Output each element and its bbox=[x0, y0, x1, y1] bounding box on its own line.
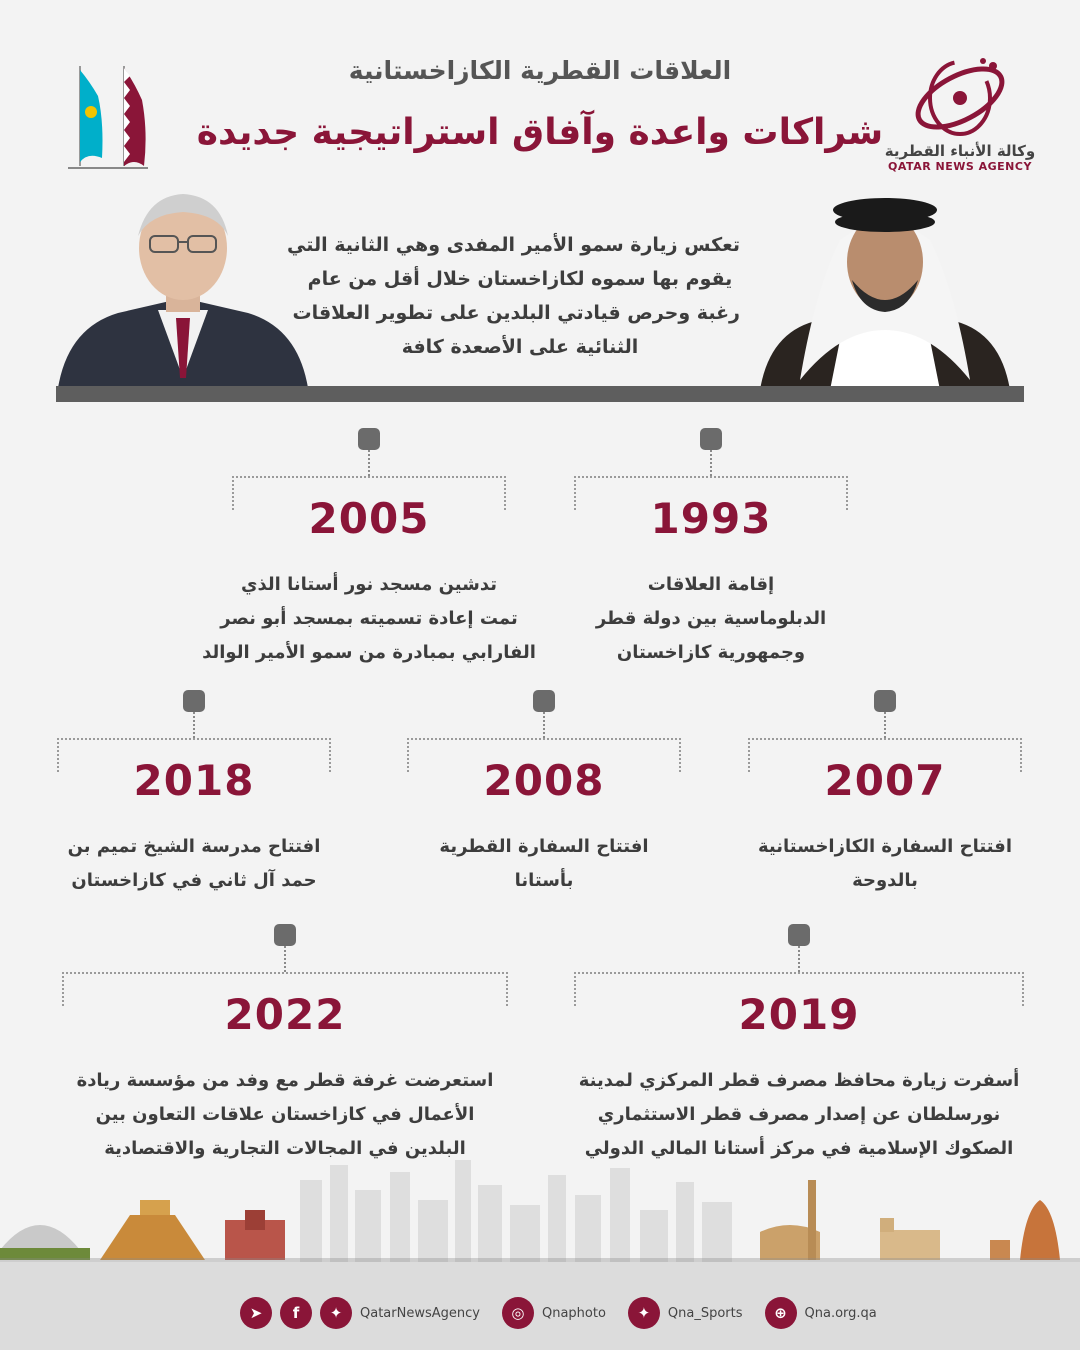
timeline-item-2008 bbox=[407, 690, 681, 910]
timeline-line: الفارابي بمبادرة من سمو الأمير الوالد bbox=[202, 642, 536, 663]
agency-name-ar: وكالة الأنباء القطرية bbox=[884, 142, 1036, 160]
timeline-connector bbox=[284, 946, 286, 972]
timeline-description bbox=[574, 1064, 1024, 1166]
timeline-year: 1993 bbox=[650, 494, 772, 543]
timeline-line: البلدين في المجالات التجارية والاقتصادية bbox=[104, 1138, 466, 1159]
timeline-line: افتتاح السفارة الكازاخستانية bbox=[758, 836, 1012, 857]
social-handle-instagram[interactable]: Qnaphoto bbox=[541, 1305, 606, 1321]
timeline-pin bbox=[358, 428, 380, 450]
timeline-description bbox=[27, 830, 361, 898]
qna-emblem-icon bbox=[905, 52, 1015, 140]
timeline-line: افتتاح السفارة القطرية bbox=[439, 836, 649, 857]
timeline-year: 2018 bbox=[133, 756, 255, 805]
timeline-line: افتتاح مدرسة الشيخ تميم بن bbox=[67, 836, 321, 857]
timeline-description bbox=[377, 830, 711, 898]
timeline-item-2018 bbox=[57, 690, 331, 910]
flags-icon bbox=[58, 62, 158, 174]
intro-line: يقوم بها سموه لكازاخستان خلال أقل من عام bbox=[307, 268, 733, 290]
timeline-pin bbox=[700, 428, 722, 450]
portrait-qatar-emir bbox=[760, 180, 1010, 390]
timeline-pin bbox=[533, 690, 555, 712]
facebook-icon[interactable]: f bbox=[280, 1297, 312, 1329]
timeline-line: تمت إعادة تسميته بمسجد أبو نصر bbox=[220, 608, 518, 629]
person-portrait-icon bbox=[760, 180, 1010, 390]
timeline-item-2005 bbox=[202, 428, 536, 678]
intro-divider bbox=[56, 386, 1024, 402]
page-title: شراكات واعدة وآفاق استراتيجية جديدة bbox=[196, 112, 884, 153]
page-subtitle: العلاقات القطرية الكازاخستانية bbox=[348, 56, 732, 85]
timeline-pin bbox=[874, 690, 896, 712]
timeline-year: 2005 bbox=[308, 494, 430, 543]
person-portrait-icon bbox=[58, 178, 308, 388]
timeline-line: الأعمال في كازاخستان علاقات التعاون بين bbox=[95, 1104, 475, 1125]
timeline-item-2007 bbox=[748, 690, 1022, 910]
timeline-connector bbox=[798, 946, 800, 972]
intro-line: الثنائية على الأصعدة كافة bbox=[401, 336, 639, 358]
timeline-description bbox=[62, 1064, 508, 1166]
website-link[interactable]: Qna.org.qa bbox=[804, 1305, 877, 1321]
skyline-illustration bbox=[0, 1160, 1080, 1270]
timeline-description bbox=[544, 568, 878, 670]
timeline-line: نورسلطان عن إصدار مصرف قطر الاستثماري bbox=[597, 1104, 1001, 1125]
timeline-line: الدبلوماسية بين دولة قطر bbox=[595, 608, 827, 629]
telegram-icon[interactable]: ➤ bbox=[240, 1297, 272, 1329]
globe-icon[interactable]: ⊕ bbox=[765, 1297, 797, 1329]
timeline-connector bbox=[884, 712, 886, 738]
timeline-line: إقامة العلاقات bbox=[647, 574, 775, 595]
social-links bbox=[240, 1293, 877, 1333]
timeline-line: تدشين مسجد نور أستانا الذي bbox=[240, 574, 498, 595]
timeline-description bbox=[202, 568, 536, 670]
timeline-line: بالدوحة bbox=[852, 870, 918, 891]
timeline-line: أسفرت زيارة محافظ مصرف قطر المركزي لمدينة bbox=[578, 1070, 1020, 1091]
timeline-connector bbox=[710, 450, 712, 476]
timeline-connector bbox=[368, 450, 370, 476]
social-handle-sports[interactable]: Qna_Sports bbox=[667, 1305, 743, 1321]
timeline-pin bbox=[183, 690, 205, 712]
timeline-connector bbox=[543, 712, 545, 738]
timeline-pin bbox=[788, 924, 810, 946]
timeline-pin bbox=[274, 924, 296, 946]
twitter-icon[interactable]: ✦ bbox=[628, 1297, 660, 1329]
social-handle-main[interactable]: QatarNewsAgency bbox=[360, 1305, 480, 1321]
twitter-icon[interactable]: ✦ bbox=[320, 1297, 352, 1329]
intro-text bbox=[287, 228, 740, 364]
intro-line: رغبة وحرص قيادتي البلدين على تطوير العلاقات bbox=[292, 302, 740, 324]
instagram-icon[interactable]: ◎ bbox=[502, 1297, 534, 1329]
qna-logo bbox=[880, 52, 1040, 182]
portrait-kazakh-president bbox=[58, 178, 308, 388]
timeline-line: بأستانا bbox=[514, 870, 574, 891]
timeline-item-1993 bbox=[574, 428, 848, 678]
flags-illustration bbox=[58, 62, 158, 174]
timeline-description bbox=[718, 830, 1052, 898]
timeline-line: استعرضت غرفة قطر مع وفد من مؤسسة ريادة bbox=[76, 1070, 494, 1091]
timeline-line: وجمهورية كازاخستان bbox=[616, 642, 806, 663]
timeline-line: حمد آل ثاني في كازاخستان bbox=[71, 870, 317, 891]
timeline-year: 2019 bbox=[738, 990, 860, 1039]
timeline-connector bbox=[193, 712, 195, 738]
timeline-item-2022 bbox=[62, 924, 508, 1164]
agency-name-en: QATAR NEWS AGENCY bbox=[888, 160, 1032, 173]
timeline-year: 2022 bbox=[224, 990, 346, 1039]
skyline-icon bbox=[0, 1160, 1080, 1270]
timeline-year: 2007 bbox=[824, 756, 946, 805]
timeline-year: 2008 bbox=[483, 756, 605, 805]
intro-line: تعكس زيارة سمو الأمير المفدى وهي الثانية التي bbox=[287, 234, 740, 256]
timeline-line: الصكوك الإسلامية في مركز أستانا المالي الدولي bbox=[584, 1138, 1014, 1159]
timeline-item-2019 bbox=[574, 924, 1024, 1164]
